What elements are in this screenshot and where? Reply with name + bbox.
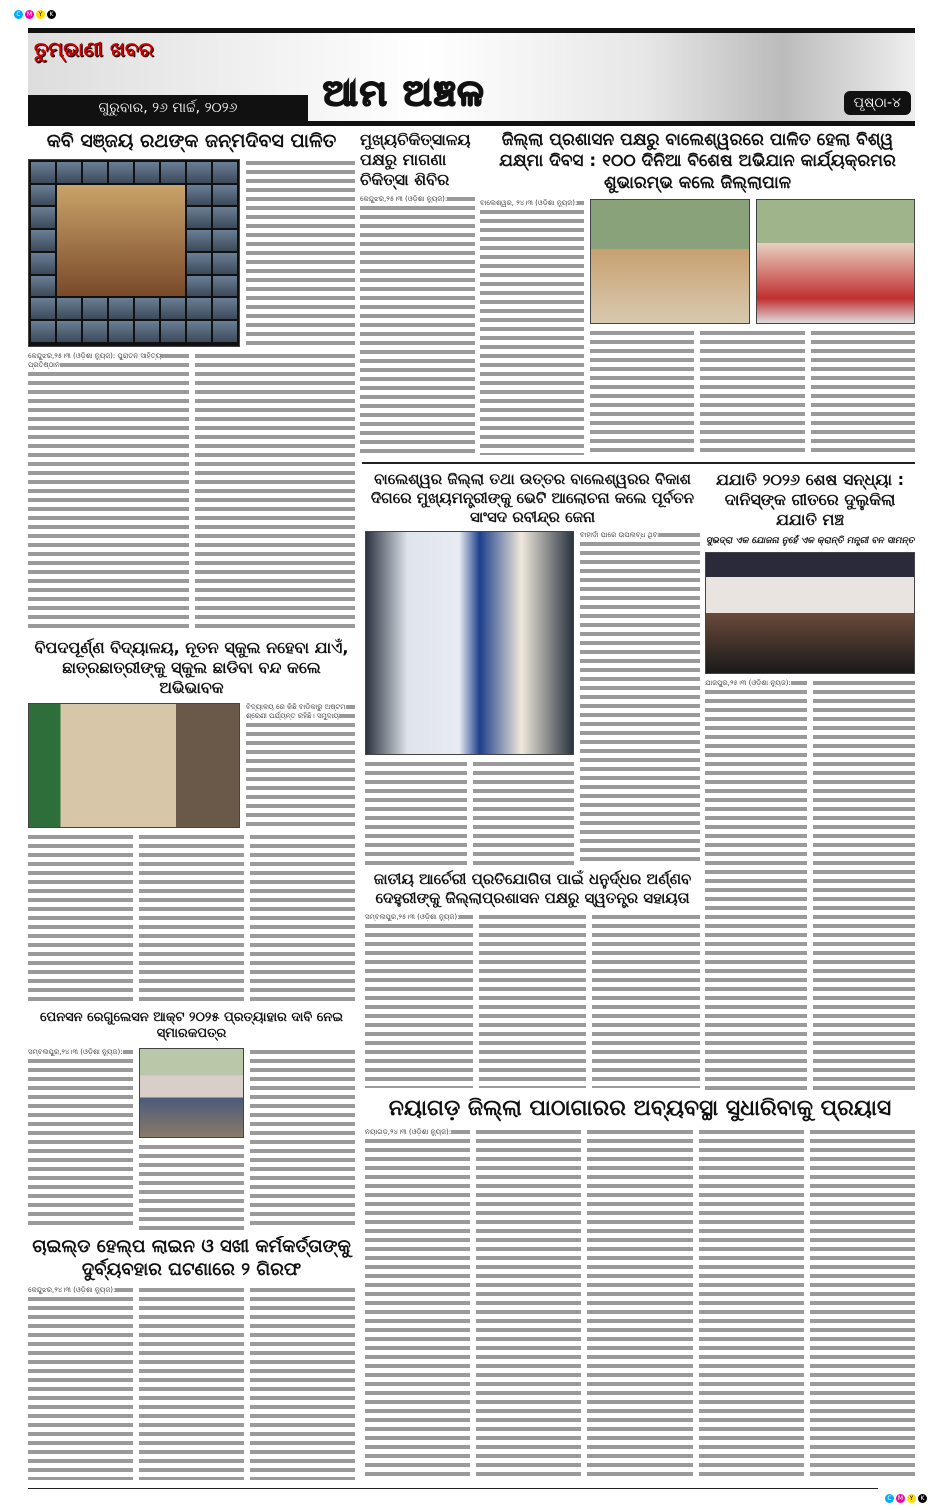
article-body [810,1128,915,1481]
video-conference-photo [28,159,240,347]
cyan-mark: C [885,1494,894,1503]
classroom-photo [28,703,240,828]
article-body [587,1128,692,1481]
pensioners-group-photo [139,1048,244,1138]
article-body [699,1128,804,1481]
headline-child-helpline-arrest: ଚାଇଲ୍ଡ ହେଲ୍ପ ଲାଇନ ଓ ସଖୀ କର୍ମକର୍ତ୍ତାଙ୍କୁ ଦୁର୍ବ୍ୟବହାର ଘଟଣାରେ ୨ ଗିରଫ [32,1236,351,1280]
issue-date: ଗୁରୁବାର, ୨୬ ମାର୍ଚ୍ଚ, ୨୦୨୬ [28,95,308,121]
headline-dangerous-school: ବିପଦପୂର୍ଣ୍ଣ ବିଦ୍ୟାଳୟ, ନୂତନ ସ୍କୁଲ ନହେବା ଯାଏଁ, ଛାତ୍ରଛାତ୍ରୀଙ୍କୁ ସ୍କୁଲ ଛାଡିବା ବନ୍ଦ କଲେ ଅଭିଭାବକ [34,638,349,697]
article-body [473,760,575,865]
article-body: କେନ୍ଦୁଝର,୨୪।୩ (ଓଡ଼ିଶା ନ୍ୟୁଜ): [28,1286,133,1480]
article-body: ବିଦ୍ୟାଳୟ ରେ କିଛି ବାଡିକାରୁ ଅଷ୍ଟମ ଶ୍ରେଣୀ ପର୍ଯ୍ୟନ୍ତ ରହିଛି। ସମୁଦାୟ [246,703,355,828]
article-pension-memorandum [28,1010,355,1230]
tb-day-rally-photo [756,199,916,324]
cm-meeting-photo [365,531,574,755]
article-body: ଯାଜପୁର,୨୫।୩ (ଓଡ଼ିଶା ନ୍ୟୁଜ): [705,679,807,1090]
article-body [700,329,804,455]
page-number: ପୃଷ୍ଠା-୪ [844,91,911,115]
subheadline: ସୁଭଦ୍ରା ଏକ ଯୋଜନା ନୁହେଁ ଏକ କ୍ରାନ୍ତି ମନ୍ତ୍ରୀ ବନ ସାମନ୍ତ [705,536,915,546]
article-cm-meeting [365,470,700,865]
article-body [479,913,587,1089]
article-nayagarh-library [365,1095,915,1480]
article-tb-day [480,130,915,455]
headline-archery-support: ଜାତୀୟ ଆର୍ଚେରୀ ପ୍ରତିଯୋଗିତା ପାଇଁ ଧନୁର୍ଦ୍ଧର ଅର୍ଣ୍ଣବ ଦେହୁରୀଙ୍କୁ ଜିଲ୍ଲାପ୍ରଶାସନ ପକ୍ଷରୁ ସ୍ୱତନ୍ତ୍ର ସହାୟତା [373,870,692,907]
article-body [590,329,694,455]
article-body [476,1128,581,1481]
registration-marks-bottom [885,1494,927,1503]
article-body: ସମ୍ବଲପୁର,୨୪।୩ (ଓଡ଼ିଶା ନ୍ୟୁଜ): [28,1048,133,1231]
bottom-rule [28,1488,878,1489]
article-dangerous-school [28,638,355,1005]
article-body: କେନ୍ଦୁଝର,୨୫।୩ (ଓଡ଼ିଶା ନ୍ୟୁଜ): ପୁରାତନ ସାହିତ୍ୟ ପ୍ରତିଷ୍ଠାନ [28,352,189,630]
article-body: ସମ୍ବଲପୁର,୨୫।୩ (ଓଡ଼ିଶା ନ୍ୟୁଜ): [365,913,473,1089]
headline-nayagarh-library: ନୟାଗଡ଼ ଜିଲ୍ଲା ପାଠାଗାରର ଅବ୍ୟବସ୍ଥା ସୁଧାରିବାକୁ ପ୍ରୟାସ [388,1096,892,1121]
headline-pension-memorandum: ପେନସନ ରେଗୁଲେସନ ଆକ୍ଟ ୨୦୨୫ ପ୍ରତ୍ୟାହାର ଦାବି ନେଇ ସ୍ମାରକପତ୍ର [39,1010,344,1042]
cyan-mark: C [14,10,23,19]
black-mark: K [47,10,56,19]
headline-free-health-camp: ମୁଖ୍ୟଚିକିତ୍ସାଳୟ ପକ୍ଷରୁ ମାଗଣା ଚିକିତ୍ସା ଶିବିର [360,130,471,189]
article-body [28,833,133,1005]
article-body [250,1048,355,1231]
yellow-mark: Y [36,10,45,19]
registration-marks-top [14,10,56,19]
article-archery-support [365,870,700,1088]
headline-yayati-festival: ଯଯାତି ୨୦୨୬ ଶେଷ ସନ୍ଧ୍ୟା : ଦାନିସ୍‌ଙ୍କ ଗୀତରେ ଦୁଲୁକିଲା ଯଯାତି ମଞ୍ଚ [715,470,905,529]
article-body: ନୟାଗଡ଼,୨୪।୩ (ଓଡ଼ିଶା ନ୍ୟୁଜ): [365,1128,470,1481]
article-body [813,679,915,1090]
article-body [250,833,355,1005]
black-mark: K [918,1494,927,1503]
article-body [246,159,355,347]
section-title: ଆମ ଅଞ୍ଚଳ [323,73,486,114]
yayati-stage-photo [705,552,915,674]
magenta-mark: M [897,1495,904,1502]
article-body [811,329,915,455]
article-body: ବାହାର୍ଦା ପାରେ ଉପଲବ୍ଧ ଥିବା [580,531,700,865]
tb-day-flag-off-photo [590,199,750,324]
article-body: ବାଲେଶ୍ୱର, ୨୪।୩ (ଓଡ଼ିଶା ନ୍ୟୁଜ): [480,199,584,455]
article-body [250,1286,355,1480]
article-body [195,352,356,630]
headline-cm-meeting: ବାଲେଶ୍ୱର ଜିଲ୍ଲା ତଥା ଉତ୍ତର ବାଲେଶ୍ୱରର ବିକାଶ ଦିଗରେ ମୁଖ୍ୟମନ୍ତ୍ରୀଙ୍କୁ ଭେଟି ଆଲୋଚନା କଲେ ପୂର୍ବତନ ସାଂସଦ ରବୀନ୍ଦ୍ର ଜେନା [370,470,695,526]
article-body [139,1143,244,1231]
masthead [28,28,915,126]
article-body [365,760,467,865]
magenta-mark: M [26,11,33,18]
newspaper-brand: ତୁମ୍ଭାଣୀ ଖବର [34,37,154,61]
article-body [592,913,700,1089]
article-child-helpline-arrest [28,1236,355,1480]
article-yayati-festival [705,470,915,1090]
article-free-health-camp [360,130,475,455]
article-poet-birthday [28,130,355,630]
headline-tb-day: ଜିଲ୍ଲା ପ୍ରଶାସନ ପକ୍ଷରୁ ବାଲେଶ୍ୱରରେ ପାଳିତ ହେଲା ବିଶ୍ୱ ଯକ୍ଷ୍ମା ଦିବସ : ୧୦୦ ଦିନିଆ ବିଶେଷ ଅଭିଯାନ କାର୍ଯ୍ୟକ୍ରମର ଶୁଭାରମ୍ଭ କଲେ ଜିଲ୍ଲାପାଳ [499,130,896,193]
divider [362,462,915,464]
article-body [139,833,244,1005]
article-body [139,1286,244,1480]
article-body: କେନ୍ଦୁଝର,୨୫।୩ (ଓଡ଼ିଶା ନ୍ୟୁଜ): [360,195,475,455]
headline-poet-birthday: କବି ସଞ୍ଜୟ ରଥଙ୍କ ଜନ୍ମଦିବସ ପାଳିତ [46,130,337,152]
yellow-mark: Y [907,1494,916,1503]
